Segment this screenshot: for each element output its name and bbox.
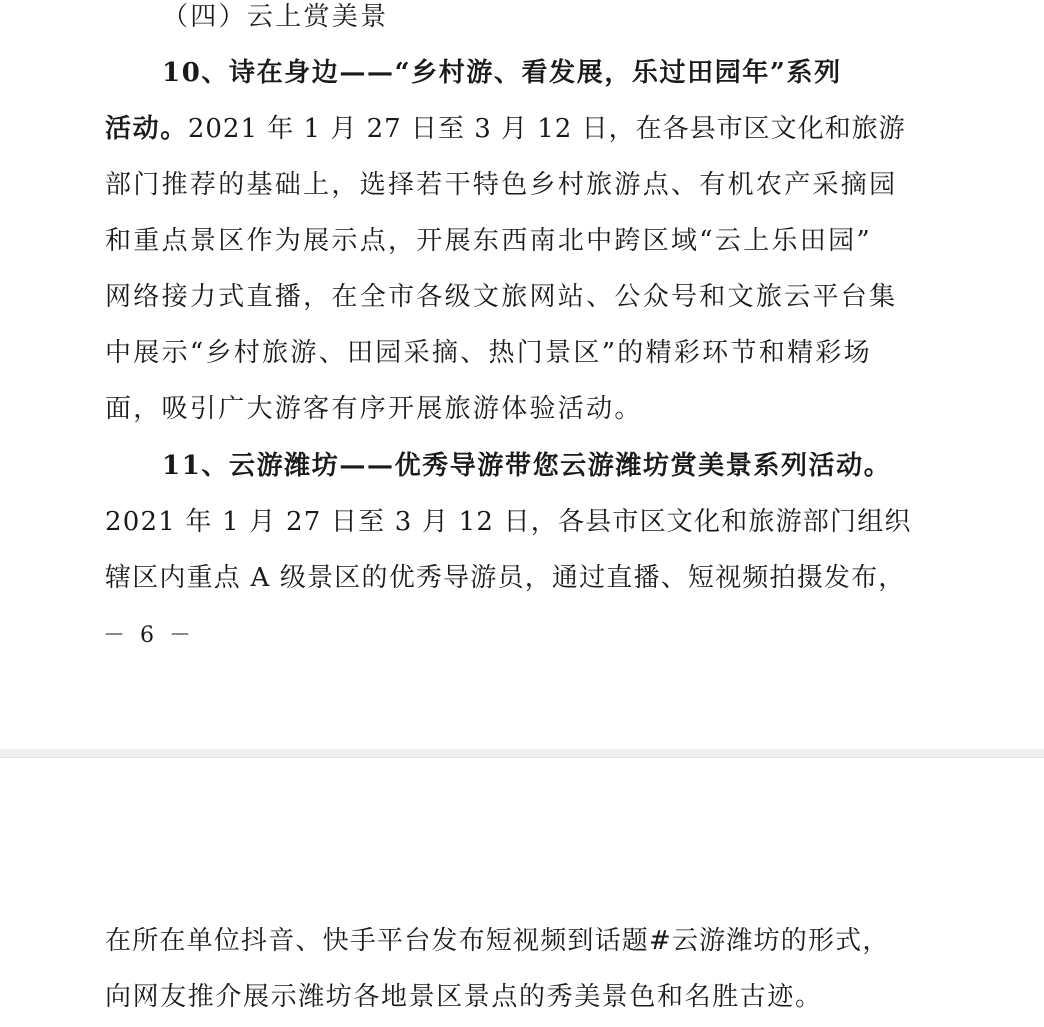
- item-10-body-line: 和重点景区作为展示点，开展东西南北中跨区域“云上乐田园”: [105, 226, 872, 256]
- item-10-title-end: 活动。: [105, 114, 188, 144]
- page-separator: [0, 749, 1044, 758]
- page-number: － 6 －: [103, 623, 195, 648]
- item-11-title: 11、云游潍坊——优秀导游带您云游潍坊赏美景系列活动。: [162, 451, 892, 481]
- item-11-body-line: 2021 年 1 月 27 日至 3 月 12 日，各县市区文化和旅游部门组织: [105, 507, 912, 537]
- page-7-body-line: 在所在单位抖音、快手平台发布短视频到话题#云游潍坊的形式，: [105, 926, 890, 956]
- page-7-body-line: 向网友推介展示潍坊各地景区景点的秀美景色和名胜古迹。: [105, 982, 823, 1012]
- section-heading: （四）云上赏美景: [162, 2, 389, 32]
- document-page-7: [0, 758, 1044, 1027]
- item-10-body-line: 网络接力式直播，在全市各级文旅网站、公众号和文旅云平台集: [105, 282, 898, 312]
- item-11-body-line: 辖区内重点 A 级景区的优秀导游员，通过直播、短视频拍摄发布，: [105, 563, 906, 593]
- item-10-line-2: [105, 114, 905, 144]
- item-10-body-line: 部门推荐的基础上，选择若干特色乡村旅游点、有机农产采摘园: [105, 170, 898, 200]
- item-10-date-text: 2021 年 1 月 27 日至 3 月 12 日，在各县市区文化和旅游: [187, 114, 906, 144]
- item-10-title: 10、诗在身边——“乡村游、看发展，乐过田园年”系列: [162, 58, 842, 88]
- item-10-body-line: 面，吸引广大游客有序开展旅游体验活动。: [105, 394, 643, 424]
- item-10-body-line: 中展示“乡村旅游、田园采摘、热门景区”的精彩环节和精彩场: [105, 338, 872, 368]
